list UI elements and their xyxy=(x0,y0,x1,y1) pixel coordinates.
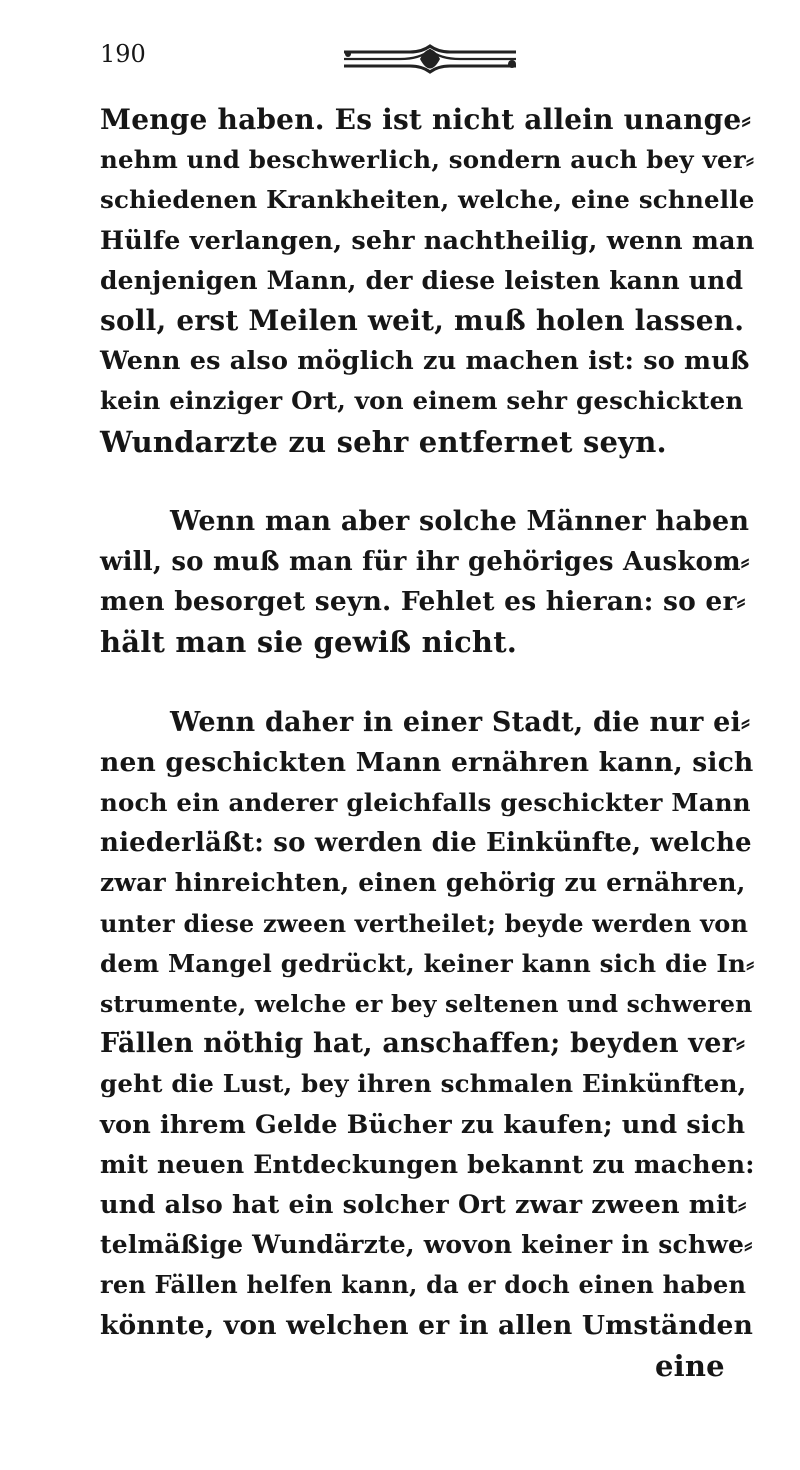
text-line: soll, erst Meilen weit, muß holen lassen. xyxy=(100,304,745,338)
text-line: Wundarzte zu sehr entfernet seyn. xyxy=(100,424,667,459)
text-line: Wenn daher in einer Stadt, die nur ei⸗ xyxy=(170,706,751,738)
text-line: denjenigen Mann, der diese leisten kann und xyxy=(100,265,744,295)
text-line: niederläßt: so werden die Einkünfte, welche xyxy=(100,828,752,859)
text-line: men besorget seyn. Fehlet es hieran: so er⸗ xyxy=(100,586,746,618)
catchword: eine xyxy=(655,1348,725,1383)
text-line: dem Mangel gedrückt, keiner kann sich die In⸗ xyxy=(100,948,755,978)
text-line: zwar hinreichten, einen gehörig zu ernähren, xyxy=(100,868,746,898)
text-line: ren Fällen helfen kann, da er doch einen haben xyxy=(100,1270,747,1300)
text-line: kein einziger Ort, von einem sehr geschickten xyxy=(100,386,744,416)
text-line: von ihrem Gelde Bücher zu kaufen; und sich xyxy=(100,1109,746,1140)
text-line: Wenn man aber solche Männer haben xyxy=(170,505,750,537)
text-line: schiedenen Krankheiten, welche, eine schnelle xyxy=(100,185,755,215)
text-line: und also hat ein solcher Ort zwar zween mit⸗ xyxy=(100,1190,747,1221)
text-line: noch ein anderer gleichfalls geschickter Mann xyxy=(100,788,751,818)
text-line: Wenn es also möglich zu machen ist: so muß xyxy=(100,346,750,377)
text-line: Hülfe verlangen, sehr nachtheilig, wenn man xyxy=(100,225,755,256)
text-line: will, so muß man für ihr gehöriges Auskom⸗ xyxy=(100,547,750,578)
text-line: nen geschickten Mann ernähren kann, sich xyxy=(100,746,754,778)
page-header xyxy=(100,40,740,80)
text-line: Menge haben. Es ist nicht allein unange⸗ xyxy=(100,103,751,136)
text-line: telmäßige Wundärzte, wovon keiner in schwe⸗ xyxy=(100,1230,753,1260)
text-line: strumente, welche er bey seltenen und schweren xyxy=(100,990,753,1019)
text-line: unter diese zween vertheilet; beyde werden von xyxy=(100,908,749,938)
paragraph-2 xyxy=(100,502,755,663)
text-line: nehm und beschwerlich, sondern auch bey ver⸗ xyxy=(100,145,755,175)
paragraph-3 xyxy=(100,703,755,1346)
paragraph-gap xyxy=(100,663,755,703)
text-line: könnte, von welchen er in allen Umständen xyxy=(100,1309,754,1341)
ornament-rule-icon xyxy=(340,42,520,76)
text-line: mit neuen Entdeckungen bekannt zu machen: xyxy=(100,1149,755,1179)
text-line: Fällen nöthig hat, anschaffen; beyden ver⸗ xyxy=(100,1028,746,1060)
text-line: hält man sie gewiß nicht. xyxy=(100,625,518,660)
page-number: 190 xyxy=(100,40,146,68)
text-line: geht die Lust, bey ihren schmalen Einkünften, xyxy=(100,1069,747,1099)
paragraph-1 xyxy=(100,100,755,462)
paragraph-gap xyxy=(100,462,755,502)
body-text xyxy=(100,100,755,1386)
